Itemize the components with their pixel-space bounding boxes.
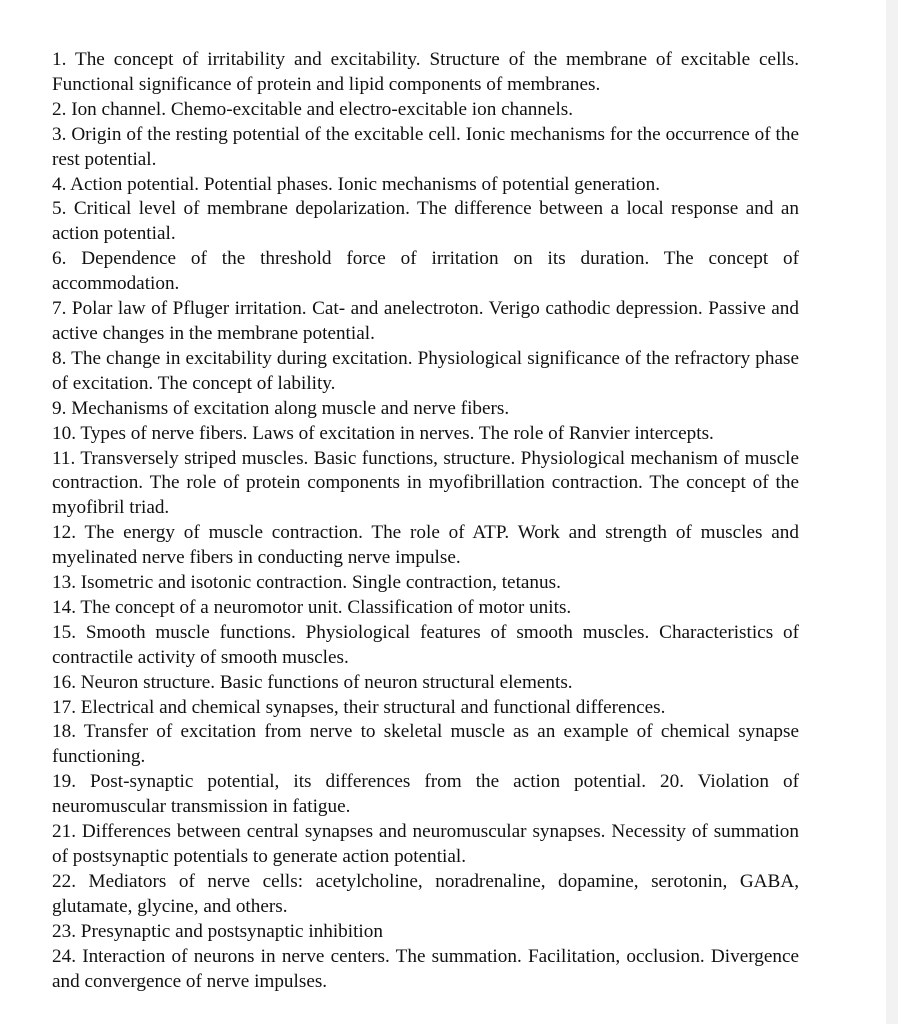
right-margin-strip — [886, 0, 898, 1024]
list-item: 11. Transversely striped muscles. Basic functions, structure. Physiological mechanism of muscle contraction. The role of protein components in myofibrillation contraction. The concept of the myofibril triad. — [52, 447, 799, 519]
list-item: 16. Neuron structure. Basic functions of neuron structural elements. — [52, 671, 573, 693]
list-item: 14. The concept of a neuromotor unit. Classification of motor units. — [52, 596, 572, 618]
list-item: 19. Post-synaptic potential, its differences from the action potential. 20. Violation of neuromuscular transmission in fatigue. — [52, 771, 799, 818]
list-item: 5. Critical level of membrane depolarization. The difference between a local response and an action potential. — [52, 198, 799, 245]
list-item: 17. Electrical and chemical synapses, their structural and functional differences. — [52, 696, 666, 718]
question-list — [52, 48, 799, 994]
list-item: 24. Interaction of neurons in nerve centers. The summation. Facilitation, occlusion. Divergence and convergence of nerve impulses. — [52, 945, 799, 992]
list-item: 8. The change in excitability during excitation. Physiological significance of the refractory phase of excitation. The concept of lability. — [52, 347, 799, 394]
list-item: 6. Dependence of the threshold force of irritation on its duration. The concept of accommodation. — [52, 248, 799, 295]
list-item: 10. Types of nerve fibers. Laws of excitation in nerves. The role of Ranvier intercepts. — [52, 422, 714, 444]
list-item: 22. Mediators of nerve cells: acetylcholine, noradrenaline, dopamine, serotonin, GABA, glutamate, glycine, and others. — [52, 870, 799, 917]
list-item: 15. Smooth muscle functions. Physiological features of smooth muscles. Characteristics of contractile activity of smooth muscles. — [52, 621, 799, 668]
list-item: 1. The concept of irritability and excitability. Structure of the membrane of excitable cells. Functional significance of protein and lipid components of membranes. — [52, 49, 799, 95]
list-item: 18. Transfer of excitation from nerve to skeletal muscle as an example of chemical synapse functioning. — [52, 721, 799, 768]
list-item: 2. Ion channel. Chemo-excitable and electro-excitable ion channels. — [52, 98, 574, 120]
list-item: 12. The energy of muscle contraction. The role of ATP. Work and strength of muscles and myelinated nerve fibers in conducting nerve impulse. — [52, 522, 799, 569]
list-item: 23. Presynaptic and postsynaptic inhibition — [52, 920, 383, 942]
list-item: 4. Action potential. Potential phases. Ionic mechanisms of potential generation. — [52, 173, 660, 195]
list-item: 3. Origin of the resting potential of the excitable cell. Ionic mechanisms for the occurrence of the rest potential. — [52, 123, 799, 170]
list-item: 13. Isometric and isotonic contraction. Single contraction, tetanus. — [52, 572, 561, 594]
list-item: 21. Differences between central synapses and neuromuscular synapses. Necessity of summation of postsynaptic potentials to generate action potential. — [52, 821, 799, 867]
list-item: 9. Mechanisms of excitation along muscle and nerve fibers. — [52, 397, 510, 419]
list-item: 7. Polar law of Pfluger irritation. Cat- and anelectroton. Verigo cathodic depression. Passive and active changes in the membrane potential. — [52, 298, 799, 344]
